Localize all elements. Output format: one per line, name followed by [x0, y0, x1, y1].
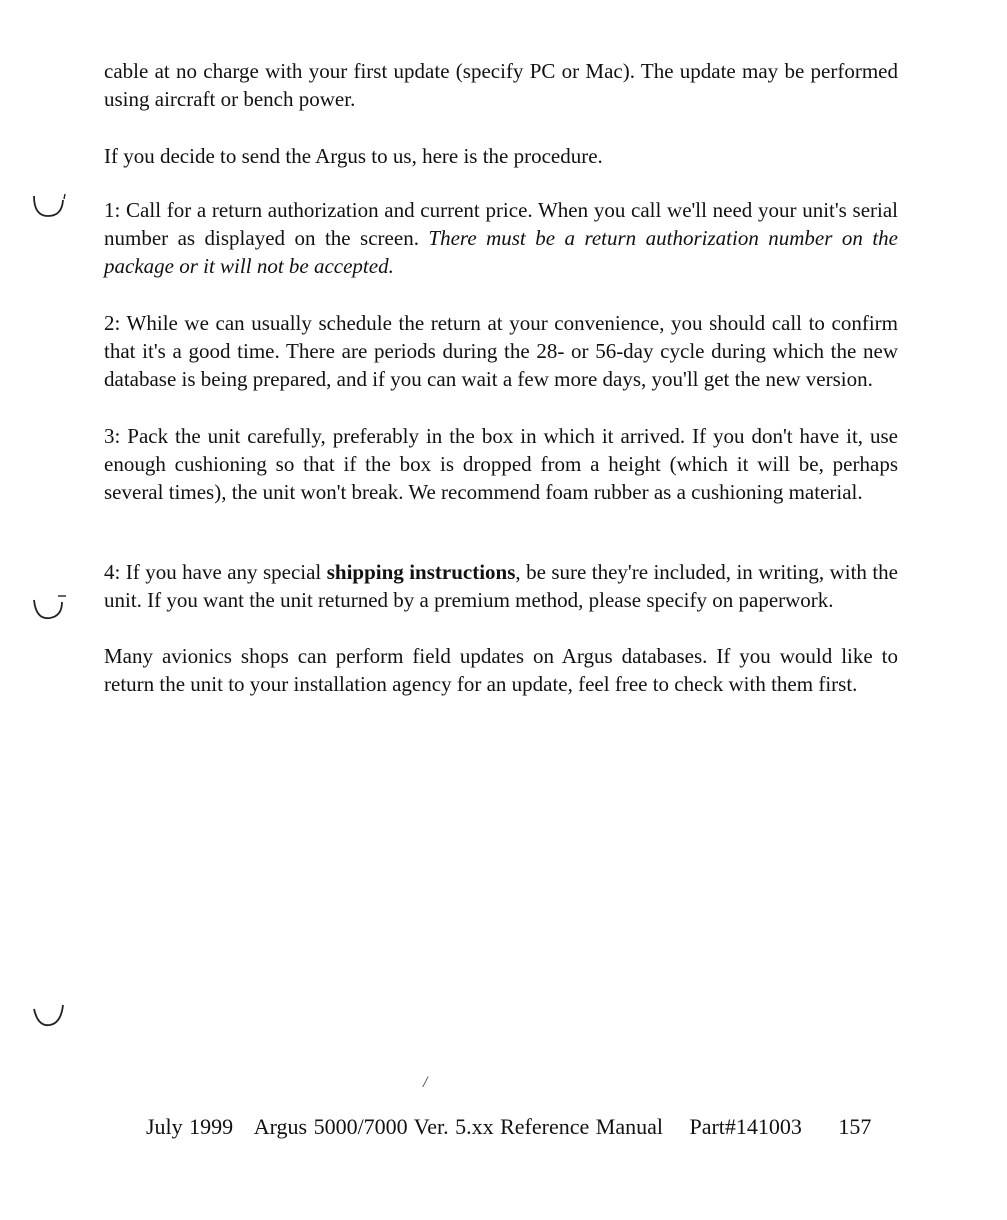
- step-3: 3: Pack the unit carefully, preferably in the box in which it arrived. If you don't have it, use enough cushioning so that if the box is dropped from a height (which it will be, perhaps several times), the unit won't break. We recommend foam rubber as a cushioning material.: [104, 424, 898, 504]
- step-1-text: 1: Call for a return authorization and current price. When you call we'll need your unit's serial number as displayed on the screen.: [104, 198, 898, 250]
- footer-date: July 1999: [146, 1114, 234, 1139]
- step-1-warning: There must be a return authorization number on the package or it will not be accepted.: [104, 226, 898, 278]
- procedure-intro: If you decide to send the Argus to us, here is the procedure.: [104, 144, 603, 168]
- punch-hole-icon: [30, 590, 70, 620]
- step-2: 2: While we can usually schedule the return at your convenience, you should call to confirm that it's a good time. There are periods during the 28- or 56-day cycle during which the new database is being prepared, and if you can wait a few more days, you'll get the new version.: [104, 311, 898, 391]
- step-4-emphasis: shipping instructions: [326, 560, 516, 584]
- step-4-text-before: 4: If you have any special: [104, 560, 322, 584]
- footer-part-number: Part#141003: [689, 1114, 802, 1139]
- step-1: [104, 196, 898, 280]
- page-number: 157: [838, 1114, 872, 1139]
- closing-paragraph: Many avionics shops can perform field updates on Argus databases. If you would like to return the unit to your installation agency for an update, feel free to check with them first.: [104, 644, 898, 696]
- step-4: [104, 558, 898, 614]
- footer-manual-title: Argus 5000/7000 Ver. 5.xx Reference Manual: [253, 1114, 663, 1139]
- step-4-text-after: , be sure they're included, in writing, with the unit. If you want the unit returned by a premium method, please specify on paperwork.: [104, 560, 899, 612]
- page-footer: [146, 1112, 871, 1142]
- page-body: [104, 57, 898, 698]
- intro-paragraph: cable at no charge with your first update (specify PC or Mac). The update may be performed using aircraft or bench power.: [104, 59, 898, 111]
- stray-mark: /: [423, 1074, 428, 1091]
- punch-hole-icon: [30, 997, 70, 1027]
- punch-hole-icon: [30, 192, 70, 222]
